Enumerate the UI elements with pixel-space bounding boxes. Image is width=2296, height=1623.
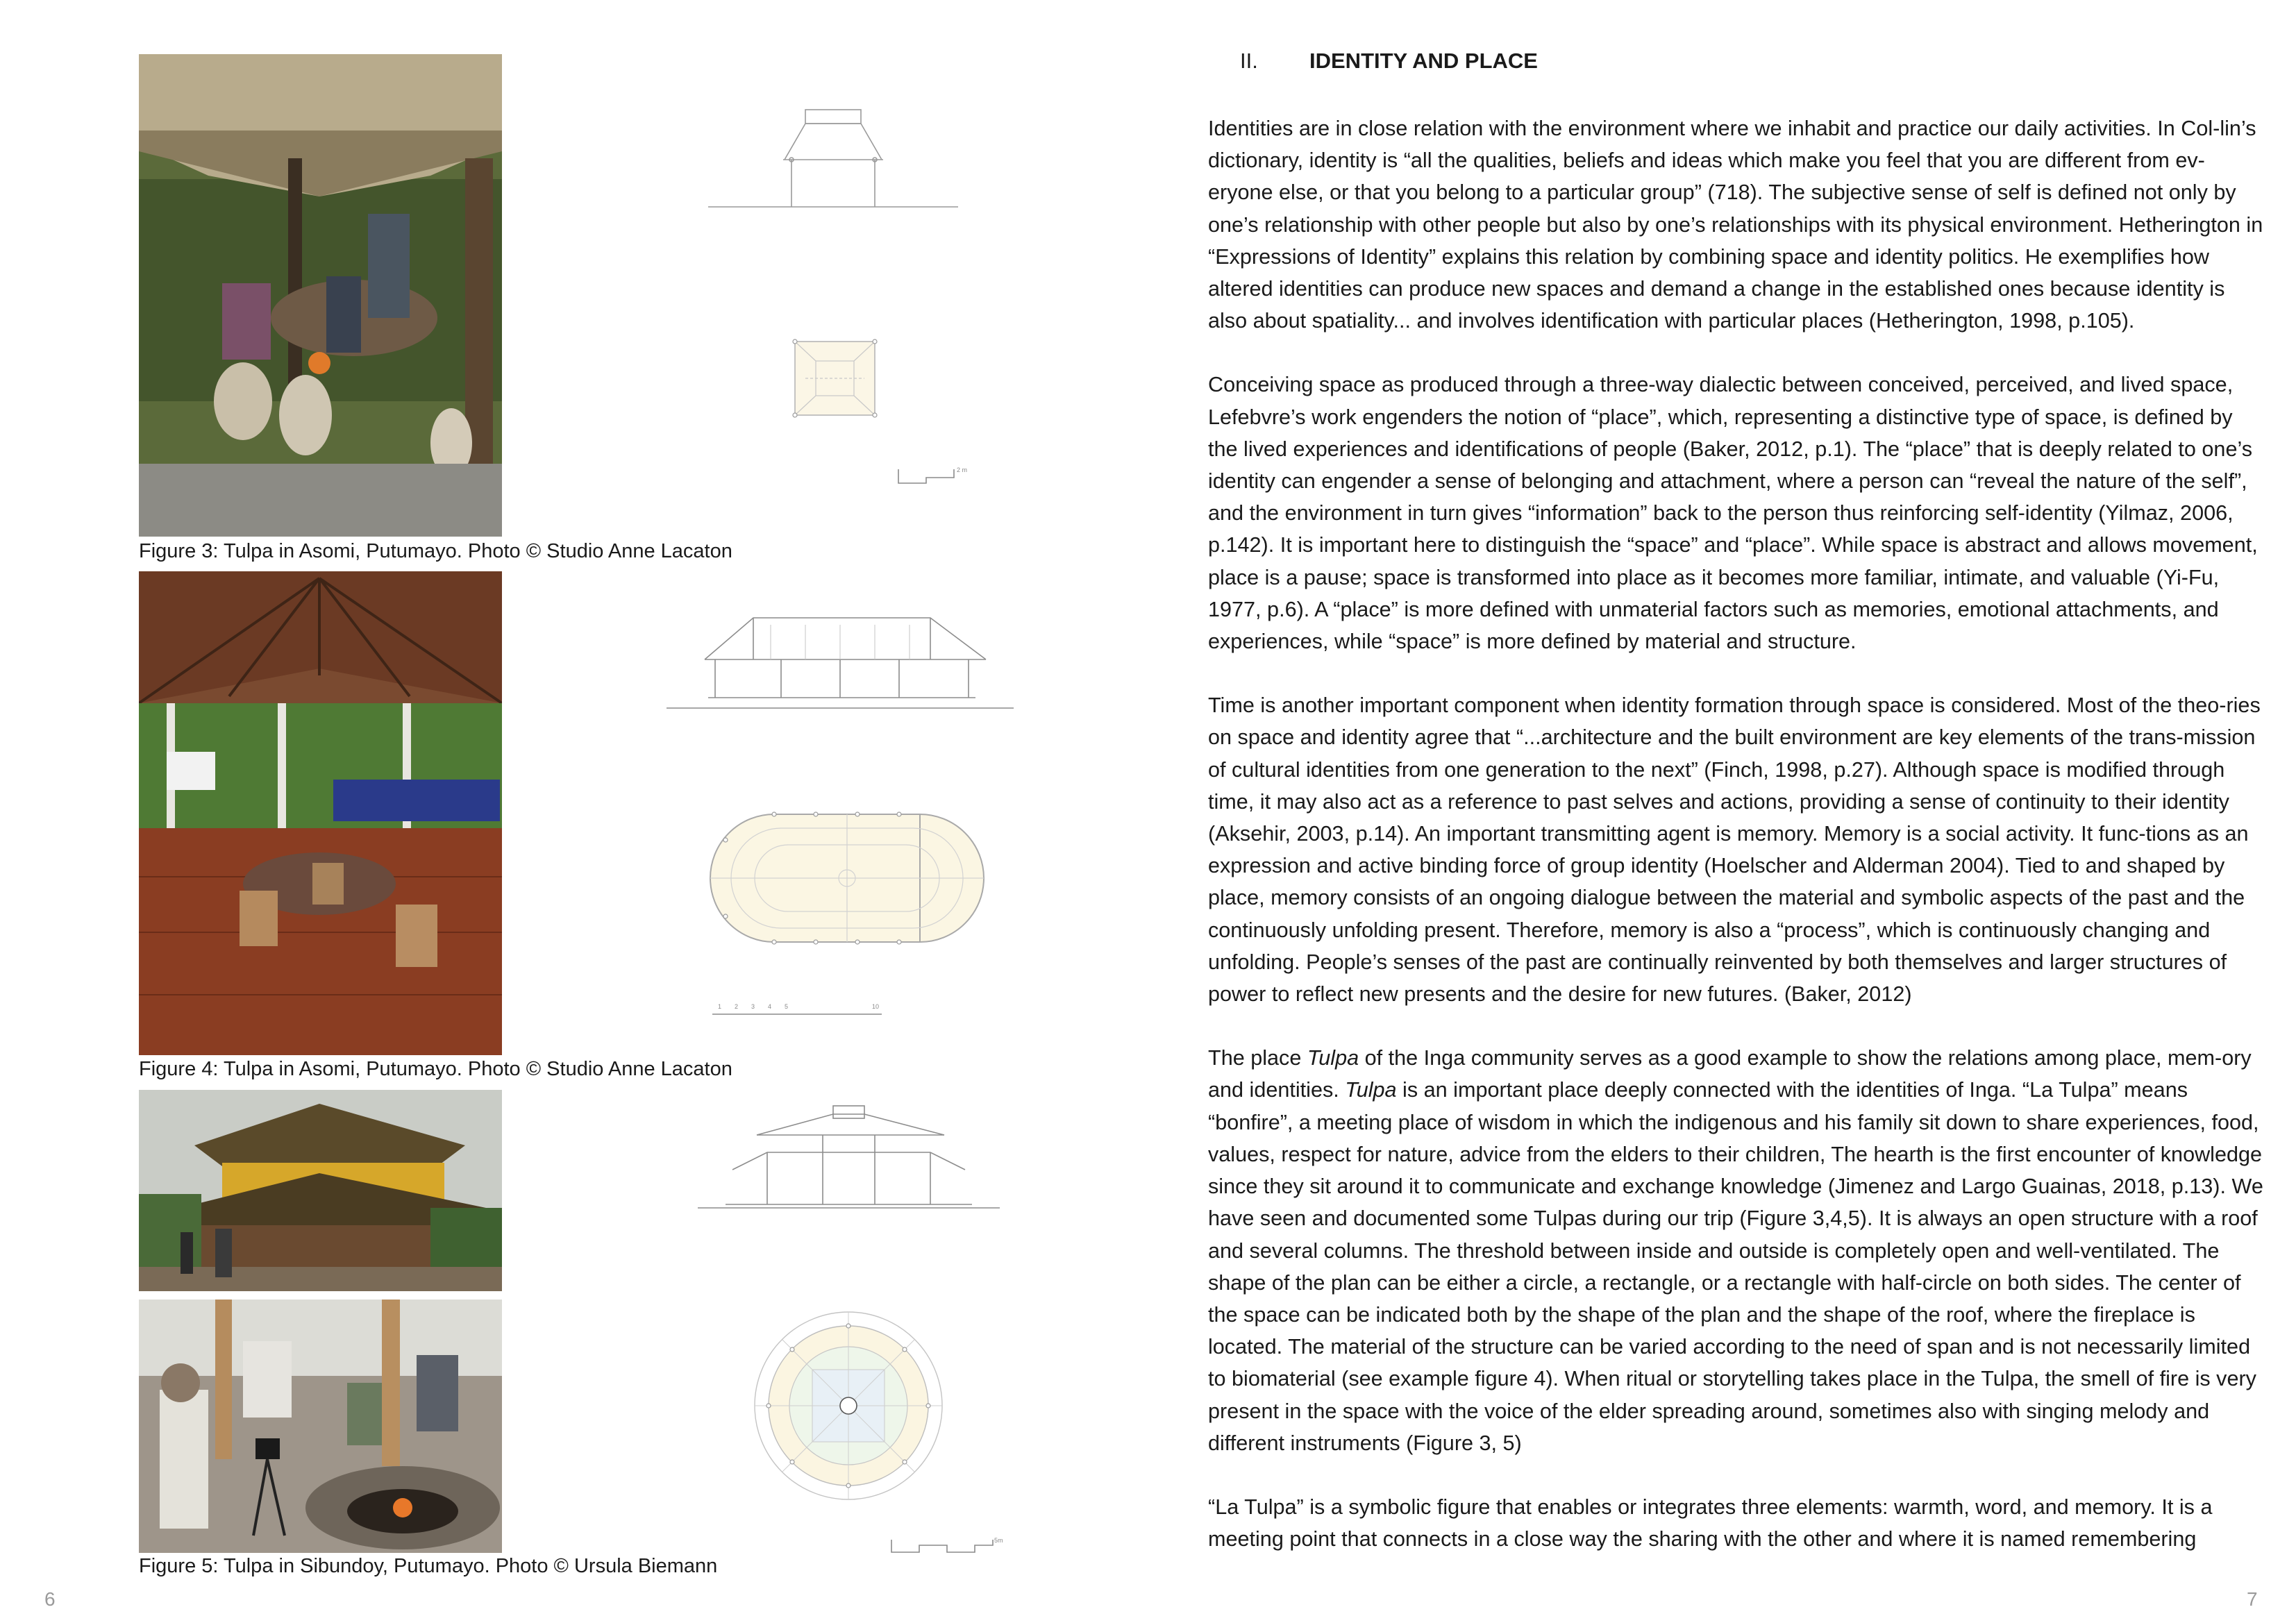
figure-5-caption: Figure 5: Tulpa in Sibundoy, Putumayo. Photo © Ursula Biemann [139,1555,718,1577]
paragraph-3: Time is another important component when identity formation through space is considered. Most of the theo-ries on space and identity agree that “...architecture and the built environment are key elements of the trans-mission of cultural identities from one generation to the next” (Finch, 1998, p.27). Although space is modified through time, it may also act as a reference to past selves and actions, providing a sense of continuity to their identity (Aksehir, 2003, p.14). An important transmitting agent is memory. Memory is a social activity. It func-tions as an expression and active binding force of group identity (Hoelscher and Alderman 2004). Tied to and shaped by place, memory consists of an ongoing dialogue between the material and symbolic aspects of the past and the continuously unfolding present. Therefore, memory is also a “process”, which is continuously changing and unfolding. People’s senses of the past are continually reinvented by both themselves and larger structures of power to reflect new presents and the desire for new futures. (Baker, 2012) [1208,693,2261,1007]
figure-3-photo [139,54,502,537]
paragraph-1: Identities are in close relation with the environment where we inhabit and practice our daily activities. In Col-lin’s dictionary, identity is “all the qualities, beliefs and ideas which make you feel that you are different from ev-eryone else, or that you belong to a particular group” (718). The subjective sense of self is defined not only by one’s relationship with other people but also by one’s relationships with its physical environment. Hetherington in “Expressions of Identity” explains this relation by combining space and identity politics. He exemplifies how altered identities can produce new spaces and demand a change in the established ones because identity is also about spatiality... and involves identification with particular places (Hetherington, 1998, p.105). [1208,117,2263,333]
scale-bar-2-tick-3: 3 [751,1003,755,1010]
figure-4-photo [139,571,502,1055]
paragraph-4-tulpa-1: Tulpa [1307,1046,1359,1070]
figure-5-photo-bottom [139,1300,502,1553]
tulpa-3-plan-drawing [785,333,885,423]
scale-bar-2-tick-1: 1 [718,1003,722,1010]
scale-bar-2 [708,1002,889,1018]
tulpa-3-elevation-drawing [701,104,965,215]
page-number-left: 6 [44,1588,56,1610]
figure-4-caption: Figure 4: Tulpa in Asomi, Putumayo. Photo © Studio Anne Lacaton [139,1058,732,1080]
tulpa-4-elevation-drawing [667,611,1014,715]
section-title: IDENTITY AND PLACE [1309,49,1538,73]
scale-bar-2-tick-2: 2 [735,1003,739,1010]
scale-bar-3-label: 5m [994,1537,1003,1544]
scale-bar-1 [896,464,972,487]
scale-bar-2-tick-10: 10 [872,1003,880,1010]
page-number-right: 7 [2247,1588,2258,1610]
scale-bar-2-tick-5: 5 [785,1003,789,1010]
tulpa-4-plan-drawing [705,809,993,948]
figure-3-caption: Figure 3: Tulpa in Asomi, Putumayo. Photo © Studio Anne Lacaton [139,540,732,562]
paragraph-4 [1208,1042,2263,1459]
scale-bar-1-label: 2 m [957,466,968,473]
paragraph-2: Conceiving space as produced through a three-way dialectic between conceived, perceived, and lived space, Lefebvre’s work engenders the notion of “place”, which, representing a distinctive type of space, is defined by the lived experiences and identifications of people (Baker, 2012, p.1). The “place” that is deeply related to one’s identity can engender a sense of belonging and attachment, where a person can “reveal the nature of the self”, and the environment in turn gives “information” back to the person thus reinforcing self-identity (Yilmaz, 2006, p.142). It is important here to distinguish the “space” and “place”. While space is abstract and allows movement, place is a pause; space is transformed into place as it becomes more familiar, intimate, and valuable (Yi-Fu, 1977, p.6). A “place” is more defined with unmaterial factors such as memories, emotional attachments, and experiences, while “space” is more defined by material and structure. [1208,373,2258,654]
figure-5-photo-top [139,1090,502,1291]
paragraph-4-part-b: of the Inga community serves as a good example to show the relations among place, mem-ory and identities. [1208,1046,2252,1102]
scale-bar-2-tick-4: 4 [768,1003,772,1010]
scale-bar-3 [889,1534,1007,1558]
paragraph-4-part-c: is an important place deeply connected with the identities of Inga. “La Tulpa” means “bonfire”, a meeting place of wisdom in which the indigenous and his family sit down to share experiences, food, values, respect for nature, advice from the elders to their children, The hearth is the first encounter of knowledge since they sit around it to communicate and exchange knowledge (Jimenez and Largo Guainas, 2018, p.13). We have seen and documented some Tulpas during our trip (Figure 3,4,5). It is always an open structure with a roof and several columns. The threshold between inside and outside is completely open and well-ventilated. The shape of the plan can be either a circle, a rectangle, or a rectangle with half-circle on both sides. The center of the space can be indicated both by the shape of the plan and the shape of the roof, where the fireplace is located. The material of the structure can be varied according to the need of span and is not necessarily limited to biomaterial (see example figure 4). When ritual or storytelling takes place in the Tulpa, the smell of fire is very present in the space with the voice of the elder spreading around, sometimes also with singing melody and different instruments (Figure 3, 5) [1208,1078,2263,1455]
paragraph-4-tulpa-2: Tulpa [1345,1078,1397,1102]
paragraph-4-part-a: The place [1208,1046,1307,1070]
section-number: II. [1240,49,1258,73]
tulpa-5-plan-drawing [746,1305,951,1506]
body-text [1208,112,2263,1587]
tulpa-5-section-drawing [698,1100,1000,1215]
paragraph-5: “La Tulpa” is a symbolic figure that enables or integrates three elements: warmth, word, and memory. It is a meeting point that connects in a close way the sharing with the other and where it is named remembering [1208,1495,2213,1551]
